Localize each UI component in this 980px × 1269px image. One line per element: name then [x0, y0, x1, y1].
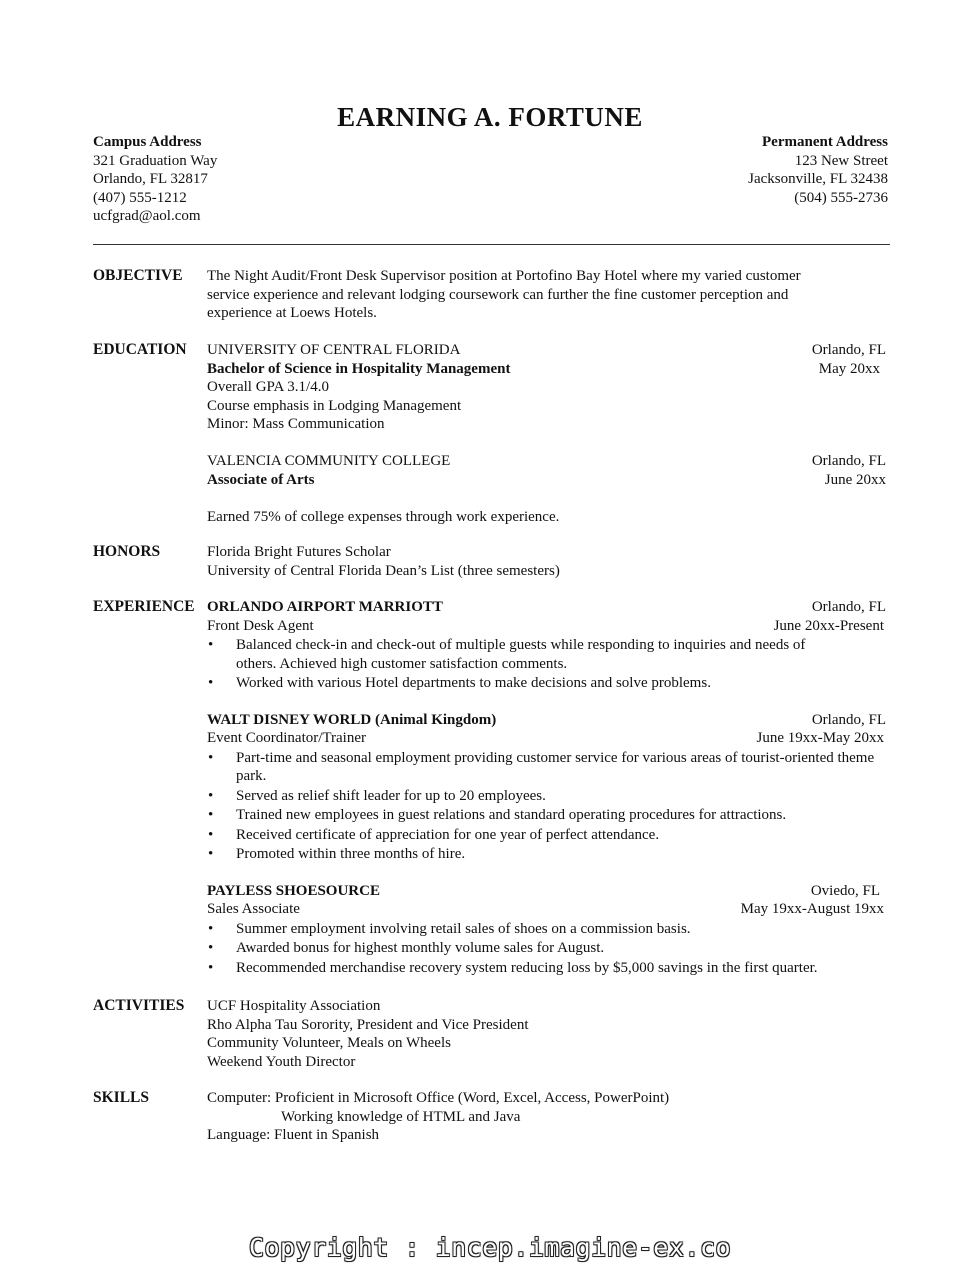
education-label: EDUCATION — [93, 341, 187, 358]
permanent-address-line2: Jacksonville, FL 32438 — [748, 171, 888, 187]
job-bullet: • Trained new employees in guest relations and standard operating procedures for attractions. — [207, 806, 886, 825]
job-title: Event Coordinator/Trainer — [207, 730, 367, 746]
job-location: Orlando, FL — [811, 711, 886, 728]
employer: PAYLESS SHOESOURCE — [207, 882, 380, 899]
degree-date: May 20xx — [818, 360, 880, 377]
job-bullet: • Received certificate of appreciation for one year of perfect attendance. — [207, 826, 886, 845]
job-header — [207, 598, 886, 617]
activity-item: UCF Hospitality Association — [207, 998, 381, 1014]
job-bullet: • Awarded bonus for highest monthly volume sales for August. — [207, 939, 886, 958]
job-bullet: • Worked with various Hotel departments to make decisions and solve problems. — [207, 674, 886, 693]
education-note: Earned 75% of college expenses through work experience. — [207, 508, 560, 525]
copyright-watermark: Copyright : incep.imagine-ex.co — [248, 1233, 732, 1262]
course-emphasis: Course emphasis in Lodging Management — [207, 397, 462, 414]
school-header — [207, 452, 886, 471]
honors-label: HONORS — [93, 543, 161, 560]
degree-row — [207, 471, 886, 490]
job-dates: June 20xx-Present — [773, 617, 884, 634]
campus-address — [93, 133, 217, 226]
job-title-row — [207, 900, 886, 919]
campus-phone: (407) 555-1212 — [93, 189, 187, 206]
skills-label: SKILLS — [93, 1089, 150, 1106]
activities-label: ACTIVITIES — [93, 997, 185, 1014]
degree-row — [207, 360, 886, 379]
job-dates: June 19xx-May 20xx — [756, 730, 884, 746]
degree-date: June 20xx — [824, 471, 886, 488]
job-bullet: • Balanced check-in and check-out of multiple guests while responding to inquiries and needs of others. Achieved high customer satisfaction comments. — [207, 636, 886, 673]
job-title-row — [207, 729, 886, 748]
experience-label: EXPERIENCE — [93, 598, 195, 615]
school-name: UNIVERSITY OF CENTRAL FLORIDA — [207, 342, 461, 358]
degree-name: Associate of Arts — [207, 471, 315, 488]
job-dates: May 19xx-August 19xx — [740, 901, 884, 917]
job-title: Sales Associate — [207, 901, 300, 917]
job-location: Orlando, FL — [811, 599, 886, 615]
honor-item: University of Central Florida Dean’s List (three semesters) — [207, 562, 560, 579]
job-title: Front Desk Agent — [207, 617, 314, 634]
activity-item: Rho Alpha Tau Sorority, President and Vice President — [207, 1016, 529, 1033]
job-bullet: • Served as relief shift leader for up to 20 employees. — [207, 787, 886, 806]
job-location: Oviedo, FL — [810, 882, 880, 899]
honor-item: Florida Bright Futures Scholar — [207, 544, 391, 560]
campus-address-line1: 321 Graduation Way — [93, 152, 218, 169]
activity-item: Community Volunteer, Meals on Wheels — [207, 1035, 451, 1051]
job-title-row — [207, 617, 886, 636]
school-header — [207, 341, 886, 360]
candidate-name: EARNING A. FORTUNE — [337, 102, 643, 132]
gpa: Overall GPA 3.1/4.0 — [207, 379, 329, 395]
campus-address-line2: Orlando, FL 32817 — [93, 171, 208, 187]
campus-email: ucfgrad@aol.com — [93, 208, 201, 224]
job-bullet: • Promoted within three months of hire. — [207, 845, 886, 864]
job-header — [207, 711, 886, 730]
header-divider — [93, 244, 890, 245]
objective-text: The Night Audit/Front Desk Supervisor position at Portofino Bay Hotel where my varied customer service experience and relevant lodging coursework can further the fine customer perception and experience at Loews Hotels. — [207, 268, 801, 321]
skill-computer-extra: Working knowledge of HTML and Java — [281, 1108, 521, 1125]
employer: WALT DISNEY WORLD (Animal Kingdom) — [207, 711, 497, 728]
skill-computer: Computer: Proficient in Microsoft Office (Word, Excel, Access, PowerPoint) — [207, 1090, 670, 1106]
job-header — [207, 882, 886, 901]
school-name: VALENCIA COMMUNITY COLLEGE — [207, 453, 451, 469]
job-bullets — [207, 749, 886, 864]
objective-label: OBJECTIVE — [93, 267, 183, 284]
campus-address-heading: Campus Address — [93, 134, 202, 150]
permanent-address — [748, 133, 888, 207]
permanent-address-heading: Permanent Address — [762, 134, 888, 150]
degree-name: Bachelor of Science in Hospitality Management — [207, 360, 511, 377]
job-bullet: • Recommended merchandise recovery system reducing loss by $5,000 savings in the first quarter. — [207, 959, 886, 978]
school-location: Orlando, FL — [811, 453, 886, 469]
permanent-phone: (504) 555-2736 — [794, 189, 888, 206]
employer: ORLANDO AIRPORT MARRIOTT — [207, 599, 443, 615]
school-location: Orlando, FL — [811, 342, 886, 358]
skill-language: Language: Fluent in Spanish — [207, 1127, 380, 1143]
job-bullets — [207, 920, 886, 978]
job-bullets — [207, 636, 886, 693]
activity-item: Weekend Youth Director — [207, 1053, 356, 1070]
job-bullet: • Part-time and seasonal employment providing customer service for various areas of tourist-oriented theme park. — [207, 749, 886, 786]
job-bullet: • Summer employment involving retail sales of shoes on a commission basis. — [207, 920, 886, 939]
permanent-address-line1: 123 New Street — [794, 152, 888, 169]
minor: Minor: Mass Communication — [207, 416, 385, 432]
